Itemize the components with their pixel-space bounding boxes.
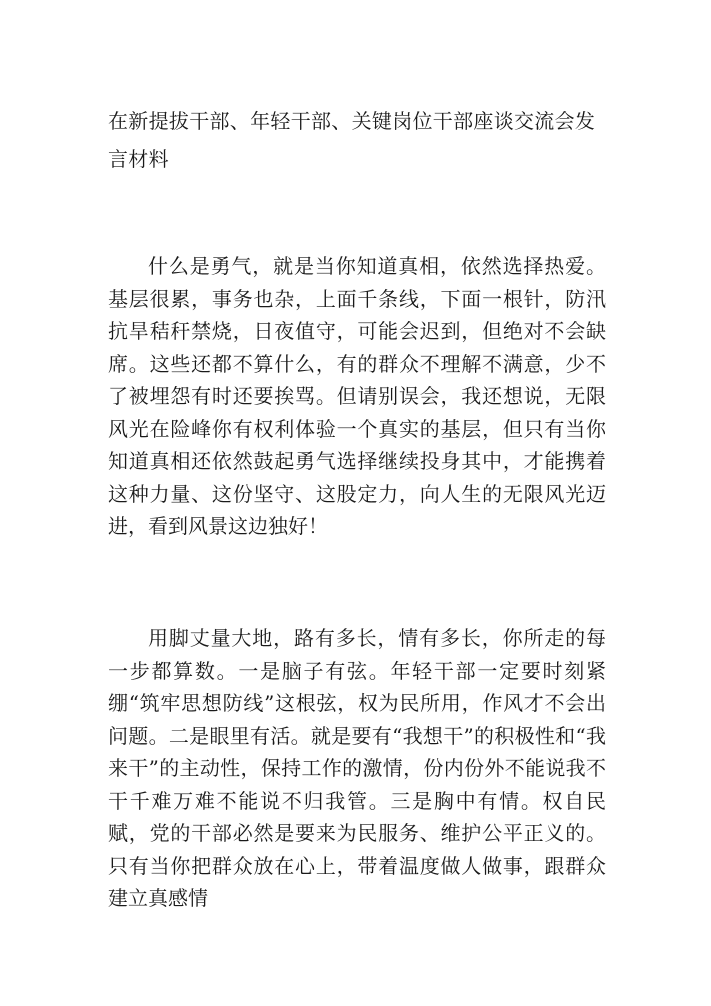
document-title: 在新提拔干部、年轻干部、关键岗位干部座谈交流会发言材料 xyxy=(108,109,596,171)
paragraph-1: 什么是勇气，就是当你知道真相，依然选择热爱。基层很累，事务也杂，上面千条线，下面一根针，防汛抗旱秸秆禁烧，日夜值守，可能会迟到，但绝对不会缺席。这些还都不算什么，有的群众不理解不满意，少不了被埋怨有时还要挨骂。但请别误会，我还想说，无限风光在险峰你有权利体验一个真实的基层，但只有当你知道真相还依然鼓起勇气选择继续投身其中，才能携着这种力量、这份坚守、这股定力，向人生的无限风光迈进，看到风景这边独好！ xyxy=(108,254,606,538)
paragraph-2: 用脚丈量大地，路有多长，情有多长，你所走的每一步都算数。一是脑子有弦。年轻干部一定要时刻紧绷“筑牢思想防线”这根弦，权为民所用，作风才不会出问题。二是眼里有活。就是要有“我想干”的积极性和“我来干”的主动性，保持工作的激情，份内份外不能说我不干千难万难不能说不归我管。三是胸中有情。权自民赋，党的干部必然是要来为民服务、维护公平正义的。只有当你把群众放在心上，带着温度做人做事，跟群众建立真感情 xyxy=(108,626,606,910)
